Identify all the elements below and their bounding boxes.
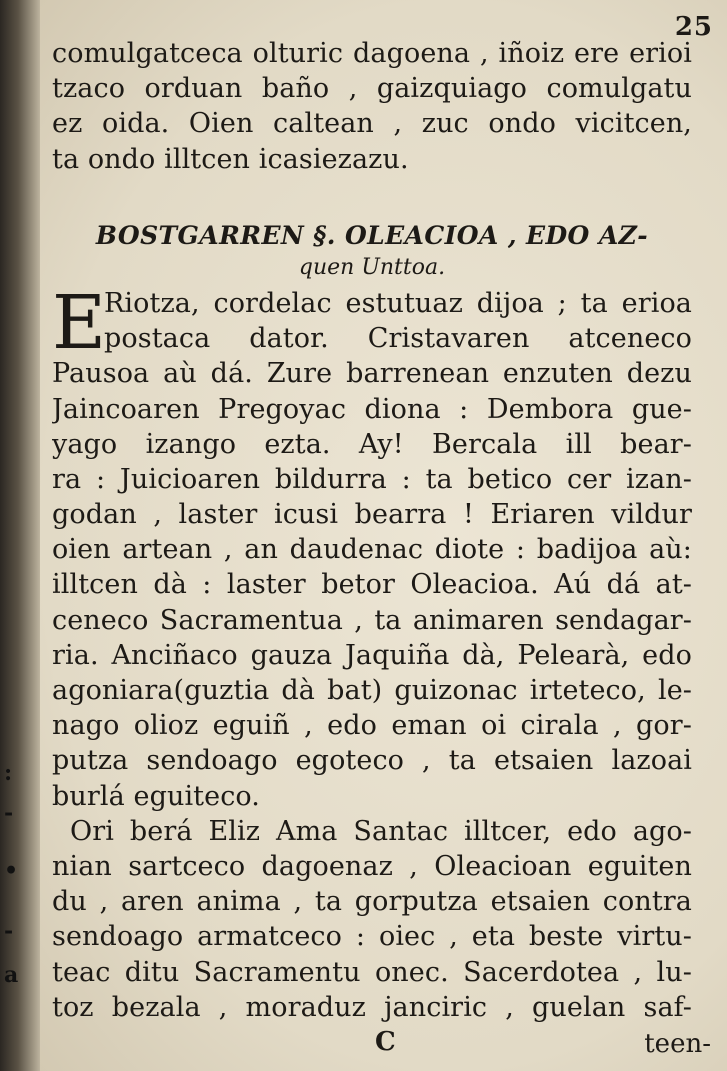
- text-line: godan , laster icusi bearra ! Eriaren vildur: [52, 499, 692, 531]
- top-lines: [52, 36, 692, 177]
- text-line: yago izango ezta. Ay! Bercala ill bear-: [52, 428, 692, 460]
- gutter-mark: -: [4, 800, 14, 826]
- page-text: [52, 36, 692, 1025]
- signature-mark: C: [375, 1027, 396, 1057]
- paragraph-1: [52, 279, 692, 814]
- text-line: burlá eguiteco.: [52, 780, 260, 812]
- text-line: du , aren anima , ta gorputza etsaien contra: [52, 886, 692, 918]
- gutter-mark: :: [4, 760, 13, 786]
- section-subheading: quen Unttoa.: [298, 254, 446, 280]
- text-line: ta ondo illtcen icasiezazu.: [52, 143, 409, 175]
- text-line: illtcen dà : laster betor Oleacioa. Aú dá at-: [52, 569, 692, 601]
- text-line: agoniara(guztia dà bat) guizonac irteteco, le-: [52, 675, 692, 706]
- text-line: toz bezala , moraduz janciric , guelan saf-: [52, 991, 692, 1023]
- text-line: Jaincoaren Pregoyac diona : Dembora gue-: [52, 393, 692, 425]
- text-line: putza sendoago egoteco , ta etsaien lazoai: [52, 745, 692, 777]
- page-number: 25: [674, 12, 713, 42]
- gutter-mark: a: [4, 962, 19, 988]
- text-line: nian sartceco dagoenaz , Oleacioan eguiten: [52, 850, 692, 882]
- text-line: sendoago armatceco : oiec , eta beste virtu-: [52, 921, 692, 953]
- text-line: ra : Juicioaren bildurra : ta betico cer izan-: [52, 463, 692, 495]
- text-line: nago olioz eguiñ , edo eman oi cirala , gor-: [52, 710, 692, 742]
- text-line: oien artean , an daudenac diote : badijoa aù:: [52, 534, 692, 566]
- book-gutter: [0, 0, 40, 1071]
- text-line: Riotza, cordelac estutuaz dijoa ; ta erioa: [104, 287, 692, 319]
- text-line: ez oida. Oien caltean , zuc ondo vicitcen,: [52, 108, 692, 140]
- catchword: teen-: [644, 1029, 711, 1059]
- text-line: ria. Anciñaco gauza Jaquiña dà, Pelearà, edo: [52, 639, 692, 671]
- gutter-mark: •: [4, 858, 19, 884]
- section-heading: BOSTGARREN §. OLEACIOA , EDO AZ-: [95, 220, 649, 250]
- text-line: comulgatceca olturic dagoena , iñoiz ere erioi: [52, 38, 692, 69]
- text-line: teac ditu Sacramentu onec. Sacerdotea , lu-: [52, 956, 692, 988]
- text-line: tzaco orduan baño , gaizquiago comulgatu: [52, 73, 692, 105]
- paragraph-2: [52, 814, 692, 1025]
- book-page: [40, 0, 727, 1071]
- text-line: ceneco Sacramentua , ta animaren sendagar-: [52, 604, 692, 636]
- text-line: Pausoa aù dá. Zure barrenean enzuten dezu: [52, 358, 692, 390]
- text-line: Ori berá Eliz Ama Santac illtcer, edo ago-: [70, 815, 692, 847]
- gutter-mark: -: [4, 918, 14, 944]
- text-line: postaca dator. Cristavaren atceneco: [104, 323, 692, 355]
- drop-cap: E: [52, 279, 107, 366]
